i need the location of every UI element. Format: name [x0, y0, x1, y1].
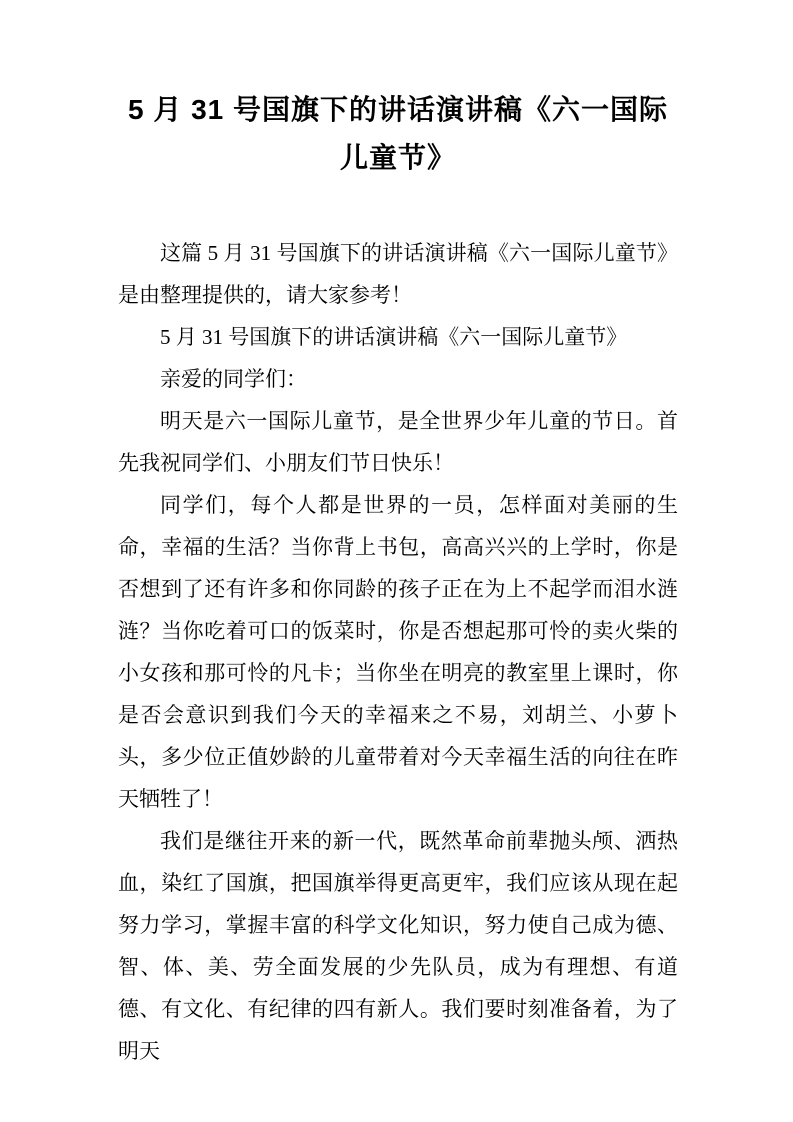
paragraph: 同学们，每个人都是世界的一员，怎样面对美丽的生命，幸福的生活？当你背上书包，高高兴兴的上学时，你是否想到了还有许多和你同龄的孩子正在为上不起学而泪水涟涟？当你吃着可口的饭菜时，你是否想起那可怜的卖火柴的小女孩和那可怜的凡卡；当你坐在明亮的教室里上课时，你是否会意识到我们今天的幸福来之不易，刘胡兰、小萝卜头，多少位正值妙龄的儿童带着对今天幸福生活的向往在昨天牺牲了！: [118, 493, 678, 811]
paragraph: 这篇 5 月 31 号国旗下的讲话演讲稿《六一国际儿童节》是由整理提供的，请大家参考！: [118, 241, 678, 307]
document-body: [118, 232, 678, 1072]
document-title: 5 月 31 号国旗下的讲话演讲稿《六一国际儿童节》: [127, 94, 669, 173]
paragraph: 我们是继往开来的新一代，既然革命前辈抛头颅、洒热血，染红了国旗，把国旗举得更高更牢，我们应该从现在起努力学习，掌握丰富的科学文化知识，努力使自己成为德、智、体、美、劳全面发展的少先队员，成为有理想、有道德、有文化、有纪律的四有新人。我们要时刻准备着，为了明天: [118, 829, 678, 1063]
paragraph: 5 月 31 号国旗下的讲话演讲稿《六一国际儿童节》: [160, 325, 628, 349]
paragraph: 明天是六一国际儿童节，是全世界少年儿童的节日。首先我祝同学们、小朋友们节日快乐！: [118, 409, 678, 475]
paragraph: 亲爱的同学们：: [160, 367, 307, 391]
